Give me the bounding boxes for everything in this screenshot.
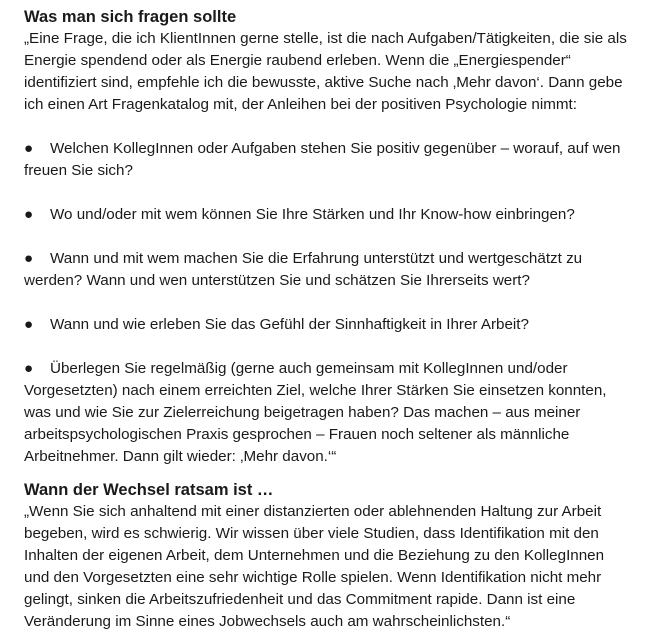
bullet-item xyxy=(24,138,651,182)
paragraph-line: identifiziert sind, empfehle ich die bewusste, aktive Suche nach ‚Mehr davon‘. Dann gebe xyxy=(24,74,623,91)
bullet-line: Arbeitnehmer. Dann gilt wieder: ‚Mehr davon.‘“ xyxy=(24,448,337,465)
bullet-icon: ● xyxy=(24,316,34,333)
paragraph-line: ich einen Art Fragenkatalog mit, der Anleihen bei der positiven Psychologie nimmt: xyxy=(24,96,577,113)
paragraph-line: Veränderung im Sinne eines Jobwechsels auch am wahrscheinlichsten.“ xyxy=(24,613,511,630)
bullet-line: Überlegen Sie regelmäßig (gerne auch gemeinsam mit KollegInnen und/oder xyxy=(50,360,568,377)
bullet-line: Welchen KollegInnen oder Aufgaben stehen Sie positiv gegenüber – worauf, auf wen xyxy=(50,140,621,157)
bullet-line: arbeitspsychologischen Praxis gesprochen – Frauen noch seltener als männliche xyxy=(24,426,570,443)
paragraph-line: und den Vorgesetzten eine sehr wichtige Rolle spielen. Wenn Identifikation nicht mehr xyxy=(24,569,602,586)
bullet-item xyxy=(24,314,651,336)
bullet-icon: ● xyxy=(24,360,34,377)
intro-paragraph xyxy=(24,28,651,116)
bullet-icon: ● xyxy=(24,140,34,157)
bullet-item xyxy=(24,358,651,468)
bullet-line: Vorgesetzten) nach einem erreichten Ziel, welche Ihrer Stärken Sie einsetzen konnten, xyxy=(24,382,607,399)
paragraph-line: „Eine Frage, die ich KlientInnen gerne stelle, ist die nach Aufgaben/Tätigkeiten, die sie als xyxy=(24,30,627,47)
bullet-line: Wo und/oder mit wem können Sie Ihre Stärken und Ihr Know-how einbringen? xyxy=(50,206,575,223)
bullet-icon: ● xyxy=(24,250,34,267)
section-heading-questions: Was man sich fragen sollte xyxy=(24,8,237,26)
change-paragraph xyxy=(24,501,651,633)
paragraph-line: Inhalten der eigenen Arbeit, dem Unternehmen und die Beziehung zu den KollegInnen xyxy=(24,547,605,564)
paragraph-line: Energie spendend oder als Energie raubend erleben. Wenn die „Energiespender“ xyxy=(24,52,571,69)
bullet-icon: ● xyxy=(24,206,34,223)
paragraph-line: begeben, wird es schwierig. Wir wissen über viele Studien, dass Identifikation mit den xyxy=(24,525,599,542)
paragraph-line: „Wenn Sie sich anhaltend mit einer distanzierten oder ablehnenden Haltung zur Arbeit xyxy=(24,503,602,520)
bullet-item xyxy=(24,248,651,292)
bullet-line: was und wie Sie zur Zielerreichung beigetragen haben? Das machen – aus meiner xyxy=(24,404,581,421)
bullet-line: Wann und mit wem machen Sie die Erfahrung unterstützt und wertgeschätzt zu xyxy=(50,250,583,267)
bullet-line: freuen Sie sich? xyxy=(24,162,133,179)
bullet-line: werden? Wann und wen unterstützen Sie und schätzen Sie Ihrerseits wert? xyxy=(24,272,530,289)
paragraph-line: gelingt, sinken die Arbeitszufriedenheit und das Commitment rapide. Dann ist eine xyxy=(24,591,576,608)
bullet-item xyxy=(24,204,651,226)
bullet-line: Wann und wie erleben Sie das Gefühl der Sinnhaftigkeit in Ihrer Arbeit? xyxy=(50,316,529,333)
section-heading-change: Wann der Wechsel ratsam ist … xyxy=(24,481,274,499)
